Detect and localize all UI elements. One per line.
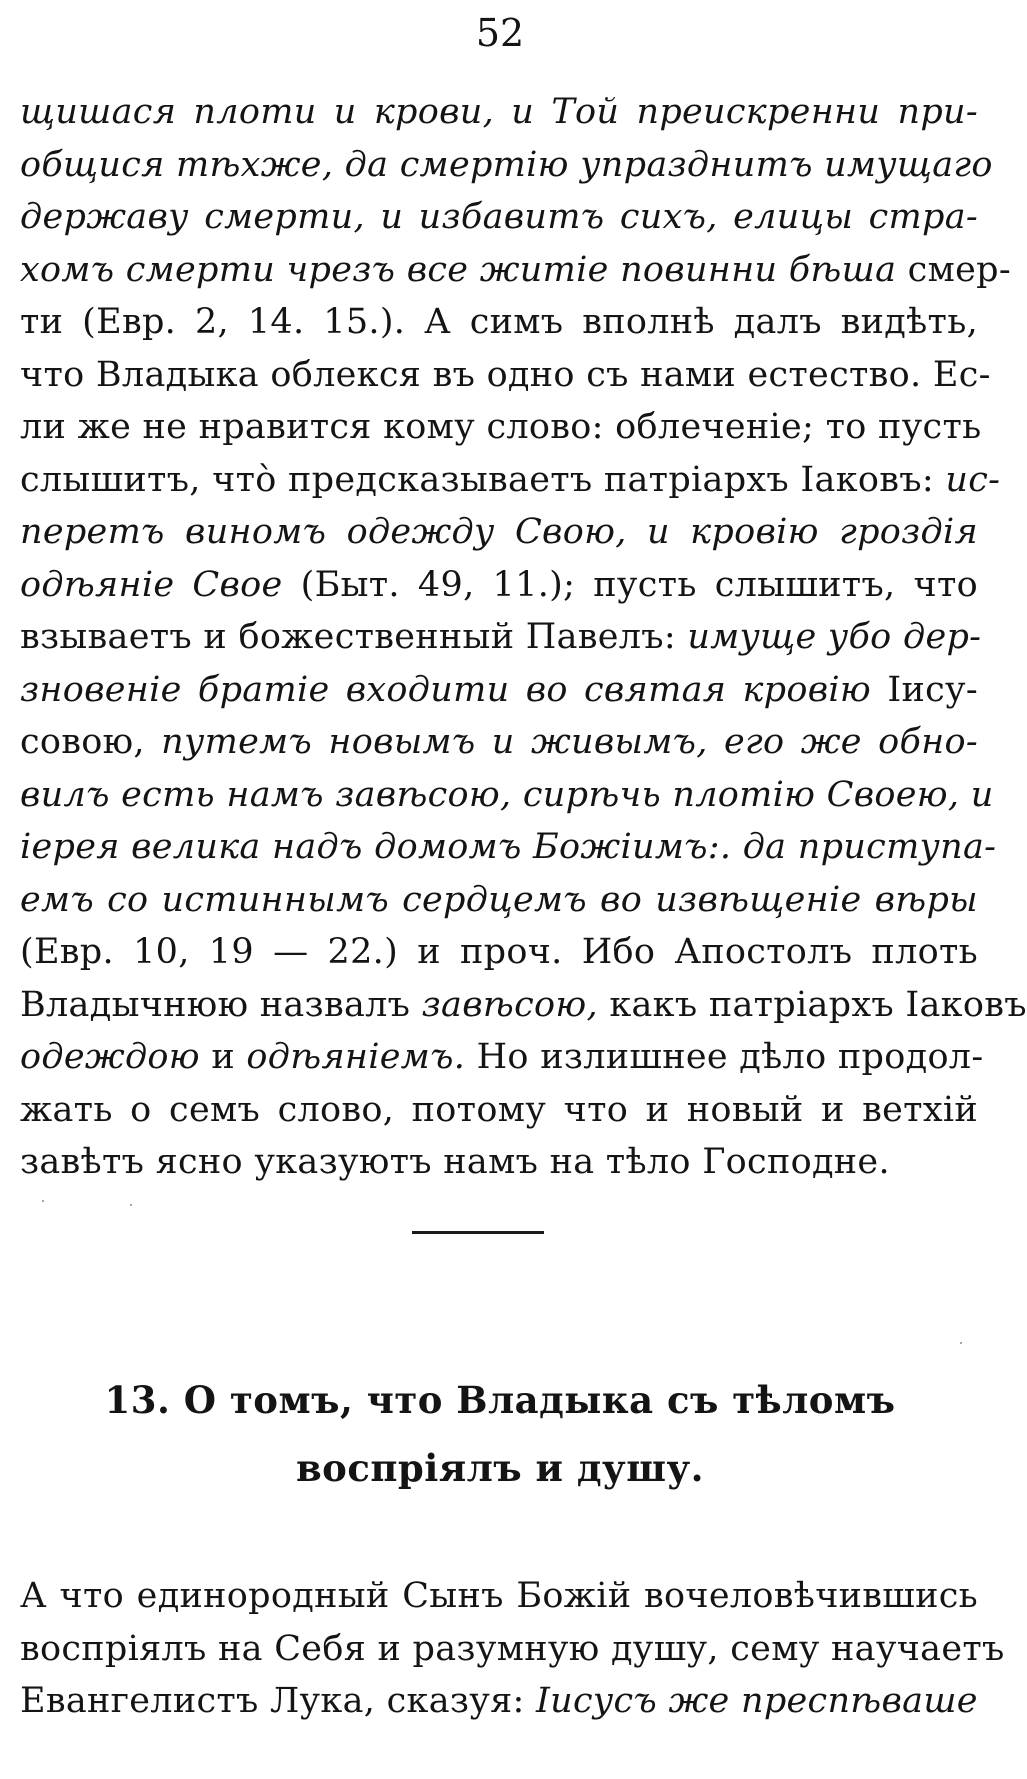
body-text-run: жать о семъ слово, потому что и новый и ветхій <box>20 1089 978 1130</box>
body-text-run: слышитъ, что̀ предсказываетъ патріархъ Іаковъ: <box>20 459 946 500</box>
text-line <box>20 1031 984 1084</box>
body-text-run: ли же не нравится кому слово: облеченіе; то пусть <box>20 407 982 447</box>
text-line <box>20 296 978 349</box>
body-text-run: совою, <box>20 722 162 762</box>
italic-quotation-text: путемъ новымъ и живымъ, его же обно- <box>161 722 978 762</box>
italic-quotation-text: іерея велика надъ домомъ Божіимъ:. да приступа- <box>20 827 997 867</box>
italic-quotation-text: щишася плоти и крови, и Той преискренни при- <box>20 92 978 132</box>
scan-speck <box>960 1342 962 1344</box>
body-text-run: (Быт. 49, 11.); пусть слышитъ, что <box>300 564 978 605</box>
text-line <box>20 1084 978 1137</box>
italic-quotation-text: одѣяніе Свое <box>20 564 301 605</box>
text-line <box>20 349 991 402</box>
italic-quotation-text: хомъ смерти чрезъ все житіе повинни бѣша <box>20 249 908 290</box>
text-line <box>20 1623 1005 1676</box>
text-line <box>20 401 982 454</box>
italic-quotation-text: имуще убо дер- <box>687 617 982 657</box>
text-line <box>20 926 978 979</box>
page-number: 52 <box>475 11 525 55</box>
text-line <box>20 1570 978 1623</box>
body-text-run: и <box>199 1037 247 1077</box>
italic-quotation-text: вилъ есть намъ завѣсою, сирѣчь плотію Своею, и <box>20 774 994 815</box>
text-line <box>20 664 978 717</box>
continued-paragraph <box>20 86 1027 1189</box>
italic-quotation-text: зновеніе братіе входити во святая кровію <box>20 669 888 710</box>
text-line <box>20 191 978 244</box>
body-text-run: взываетъ и божественный Павелъ: <box>20 617 688 657</box>
text-line <box>20 769 994 822</box>
body-text-run: ти (Евр. 2, 14. 15.). А симъ вполнѣ далъ видѣть, <box>20 302 978 342</box>
italic-quotation-text: перетъ виномъ одежду Свою, и кровію гроздія <box>20 512 978 552</box>
text-line <box>20 454 1001 507</box>
body-text-run: (Евр. 10, 19 — 22.) и проч. Ибо Апостолъ плоть <box>20 932 978 972</box>
text-line <box>20 611 982 664</box>
scan-speck <box>42 1200 44 1202</box>
section-separator-rule <box>412 1231 544 1234</box>
body-text-run: что Владыка облекся въ одно съ нами естество. Ес- <box>20 354 991 395</box>
text-line <box>20 506 978 559</box>
text-line <box>20 821 997 874</box>
body-text-run: Владычнюю назвалъ <box>20 984 422 1025</box>
text-line <box>20 139 993 192</box>
italic-quotation-text: емъ со истиннымъ сердцемъ во извѣщеніе вѣры <box>20 879 978 920</box>
chapter-heading-line-2: воспріялъ и душу. <box>295 1446 705 1490</box>
body-text-run: А что единородный Сынъ Божій вочеловѣчившись <box>20 1576 978 1616</box>
italic-quotation-text: державу смерти, и избавитъ сихъ, елицы стра- <box>20 197 978 237</box>
body-text-run: смер- <box>907 249 1011 290</box>
italic-quotation-text: одеждою <box>20 1037 200 1077</box>
text-line <box>20 979 1027 1032</box>
chapter-opening-paragraph <box>20 1570 1005 1728</box>
text-line <box>20 86 978 139</box>
text-line <box>20 874 978 927</box>
text-line <box>20 716 978 769</box>
scan-speck <box>130 1204 132 1206</box>
italic-quotation-text: Іисусъ же преспѣваше <box>536 1681 978 1721</box>
text-line <box>20 244 1011 297</box>
body-text-run: Іису- <box>887 669 978 710</box>
italic-quotation-text: одѣяніемъ. <box>246 1037 466 1077</box>
body-text-run: какъ патріархъ Іаковъ <box>597 984 1027 1025</box>
body-text-run: Евангелистъ Лука, сказуя: <box>20 1681 537 1721</box>
text-line <box>20 1136 978 1189</box>
text-line <box>20 1675 978 1728</box>
text-line <box>20 559 978 612</box>
italic-quotation-text: завѣсою, <box>421 984 598 1025</box>
chapter-heading <box>0 1366 1000 1502</box>
italic-quotation-text: общися тѣхже, да смертію упразднитъ имущаго <box>20 144 993 185</box>
body-text-run: воспріялъ на Себя и разумную душу, сему научаетъ <box>20 1628 1005 1669</box>
body-text-run: Но излишнее дѣло продол- <box>465 1037 984 1077</box>
body-text-run: завѣтъ ясно указуютъ намъ на тѣло Господне. <box>20 1142 890 1182</box>
italic-quotation-text: ис- <box>945 459 1001 500</box>
chapter-heading-line-1: 13. О томъ, что Владыка съ тѣломъ <box>104 1378 896 1422</box>
